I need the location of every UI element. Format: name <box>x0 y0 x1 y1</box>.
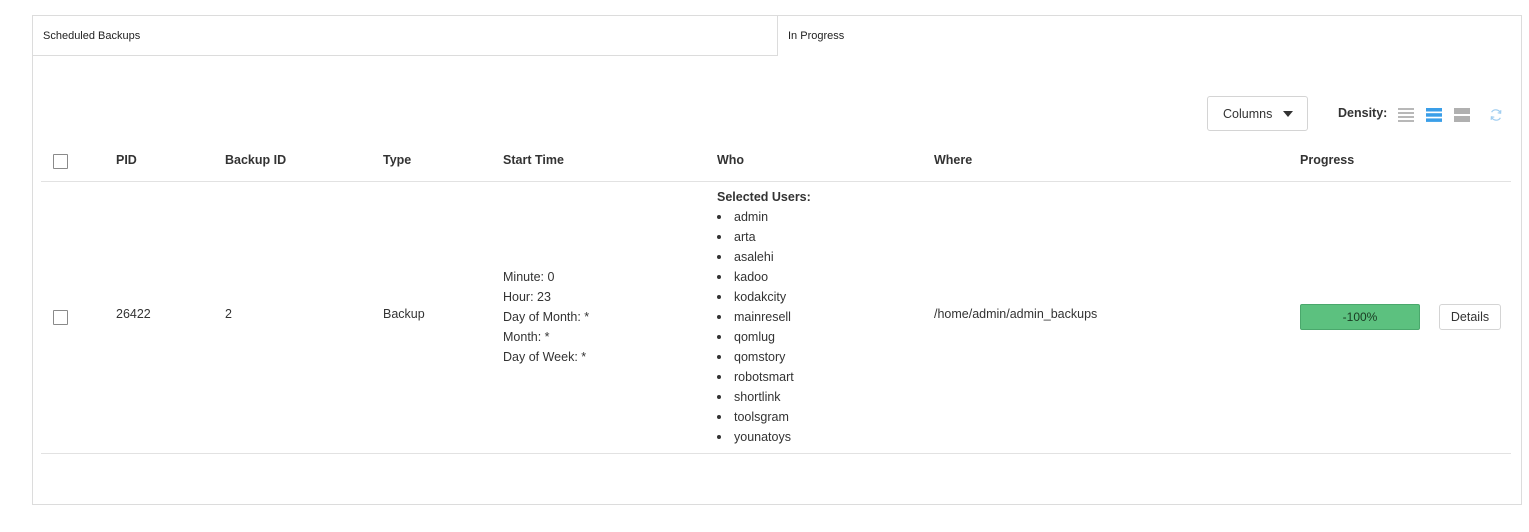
list-item: qomstory <box>717 347 811 367</box>
list-item: younatoys <box>717 427 811 447</box>
who-user-list <box>717 207 811 447</box>
cell-type: Backup <box>383 307 425 321</box>
list-item: mainresell <box>717 307 811 327</box>
start-time-minute: Minute: 0 <box>503 270 555 284</box>
column-header-progress[interactable]: Progress <box>1300 153 1355 167</box>
cell-pid: 26422 <box>116 307 151 321</box>
tab-scheduled-backups[interactable]: Scheduled Backups <box>32 15 778 56</box>
start-time-month: Month: * <box>503 330 550 344</box>
list-item: admin <box>717 207 811 227</box>
row-checkbox[interactable] <box>53 310 68 325</box>
progress-bar: -100% <box>1300 304 1420 330</box>
column-header-pid[interactable]: PID <box>116 153 137 167</box>
columns-button[interactable] <box>1207 96 1308 131</box>
caret-down-icon <box>1283 111 1293 117</box>
list-item: toolsgram <box>717 407 811 427</box>
cell-backup-id: 2 <box>225 307 232 321</box>
table-header <box>41 140 1511 182</box>
details-button[interactable]: Details <box>1439 304 1501 330</box>
refresh-icon[interactable] <box>1489 108 1503 122</box>
who-title: Selected Users: <box>717 190 811 204</box>
column-header-backup-id[interactable]: Backup ID <box>225 153 287 167</box>
column-header-start-time[interactable]: Start Time <box>503 153 564 167</box>
tab-bar <box>32 15 1522 56</box>
list-item: arta <box>717 227 811 247</box>
start-time-day-of-week: Day of Week: * <box>503 350 587 364</box>
list-item: kadoo <box>717 267 811 287</box>
density-comfortable-icon[interactable] <box>1454 107 1470 123</box>
table-row <box>41 182 1511 454</box>
list-item: robotsmart <box>717 367 811 387</box>
select-all-checkbox[interactable] <box>53 154 68 169</box>
list-item: kodakcity <box>717 287 811 307</box>
list-item: asalehi <box>717 247 811 267</box>
tab-in-progress[interactable]: In Progress <box>778 15 1522 56</box>
columns-button-label: Columns <box>1223 106 1273 121</box>
list-item: shortlink <box>717 387 811 407</box>
column-header-where[interactable]: Where <box>934 153 973 167</box>
cell-who <box>717 187 811 447</box>
density-compact-icon[interactable] <box>1398 107 1414 123</box>
column-header-who[interactable]: Who <box>717 153 745 167</box>
cell-start-time <box>503 267 589 367</box>
start-time-hour: Hour: 23 <box>503 290 551 304</box>
column-header-type[interactable]: Type <box>383 153 412 167</box>
cell-where: /home/admin/admin_backups <box>934 307 1098 321</box>
start-time-day-of-month: Day of Month: * <box>503 310 590 324</box>
density-standard-icon[interactable] <box>1426 107 1442 123</box>
density-label: Density: <box>1338 106 1388 120</box>
list-item: qomlug <box>717 327 811 347</box>
